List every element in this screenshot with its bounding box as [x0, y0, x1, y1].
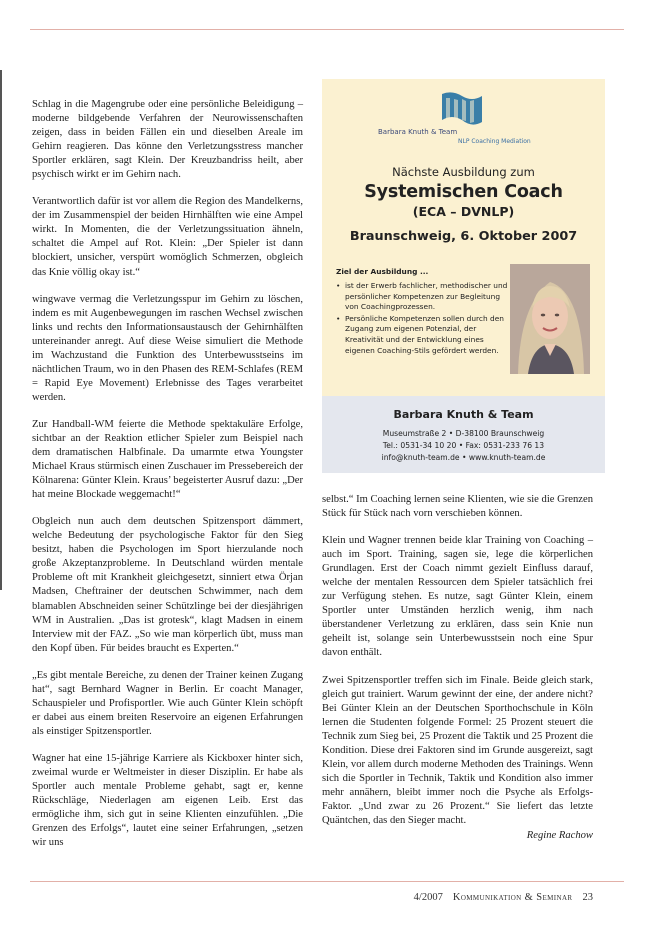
knuth-team-logo-icon [440, 90, 484, 126]
page-number: 23 [582, 892, 593, 903]
ad-headline-intro: Nächste Ausbildung zum [392, 165, 535, 179]
paragraph: Klein und Wagner trennen beide klar Training von Coaching – auch im Sport. Training, sagen sie, lege die körperlichen Grundlagen. Erst der Coach nimmt gezielt Einfluss darauf, welche der mentalen Ressourcen dem Spieler tatsächlich frei zur Verfügung stehen. Es nutze, sagt Günter Klein, einem Sportler unter Umständen herzlich wenig, ihm nach überstandener Verletzung zu erklären, dass sein Knie nun geheilt ist, solange sein Unterbewusstsein noch eine Spur davon enthält. [322, 535, 593, 659]
paragraph: wingwave vermag die Verletzungsspur im Gehirn zu löschen, indem es mit Augenbewegungen im raschen Wechsel zwischen links und rechts den Informationsaustausch der Gehirnhälften untereinander anregt. Auf diese Weise simuliert die Methode im Wachzustand die Funktion des Unterbewusstseins im nächtlichen Traum, wo in den Phasen des REM-Schlafes (REM = Rapid Eye Movement) Erlebnisse des Tages verarbeitet werden. [32, 293, 303, 403]
paragraph: Zwei Spitzensportler treffen sich im Finale. Beide gleich stark, gleich gut trainiert. Warum gewinnt der eine, der andere nicht? Bei Günter Klein an der Deutschen Sporthochschule in Köln lernen die Studenten folgende Formel: 25 Prozent steuert die Technik zum Sieg bei, 25 Prozent die Taktik und 25 Prozent die Kondition. Diese drei Faktoren sind im Grunde ausgereizt, sagt Klein, vor allem durch moderne Methoden des Trainings. Wenn sich die Sportler in Technik, Taktik und Kondition also immer mehr annähern, bleibt immer noch die Psyche als Erfolgs-Faktor. „Und zwar zu 26 Prozent.“ Sie liefert das letzte Quäntchen, das den Sieger macht. [322, 674, 593, 826]
paragraph: Obgleich nun auch dem deutschen Spitzensport dämmert, welche Bedeutung der psychologische Faktor für den Sieg besitzt, haben die Psychologen im Sport hierzulande noch große Akzeptanzprobleme. In Deutschland würden mentale Probleme oft mit Krankheit gleichgesetzt, sinniert etwa Örjan Madsen, Cheftrainer der deutschen Schwimmer, nach dem blamablen Abschneiden seiner Schützlinge bei der diesjährigen WM in Australien. „Das ist grotesk“, klagt Madsen in einem Interview mit der FAZ. „So wie man körperlich übt, muss man den Kopf üben. Für beides braucht es Experten.“ [32, 516, 303, 654]
ad-headline-title: Systemischen Coach [364, 182, 563, 202]
article-column-left [32, 98, 303, 863]
paragraph: Schlag in die Magengrube oder eine persönliche Beleidigung – moderne bildgebende Verfahren der Neurowissenschaften zeigen, dass in beiden Fällen ein und dieselben Areale im Gehirn reagieren. Das könne den Verletzungsstress mancher Sportler erklären, sagt Klein. Der Kreuzbandriss heilt, aber psychisch wirkt er im Gehirn nach. [32, 99, 303, 181]
advertisement-box [322, 79, 605, 473]
ad-headline-date: Braunschweig, 6. Oktober 2007 [349, 229, 578, 244]
ad-phone-fax: Tel.: 0531-34 10 20 • Fax: 0531-233 76 13 [382, 441, 545, 450]
paragraph: Wagner hat eine 15-jährige Karriere als Kickboxer hinter sich, zweimal wurde er Weltmeister in dieser Disziplin. Er habe als Sportler auch mentale Probleme gehabt, sagt er, kenne Rückschläge, Niederlagen am eigenen Leib. Erst das ermögliche ihm, sich gut in seine Klienten einzufühlen. „Die Grenzen des Erfolgs“, lautet eine seiner Erfahrungen, „setzen wir uns [32, 752, 303, 849]
author-signature: Regine Rachow [526, 830, 593, 842]
paragraph: „Es gibt mentale Bereiche, zu denen der Trainer keinen Zugang hat“, sagt Bernhard Wagner in Berlin. Er coacht Manager, Schauspieler und Profisportler. Wie auch Günter Klein schöpft er dabei aus einem breiten Reservoire an eigenen Erfahrungen als einstiger Spitzensportler. [32, 669, 303, 737]
page-edge-mark [0, 70, 2, 590]
list-item: • ist der Erwerb fachlicher, methodischer und persönlicher Kompetenzen zur Begleitung von Coachingprozessen. [336, 281, 510, 313]
list-item: • Persönliche Kompetenzen sollen durch den Zugang zum eigenen Potenzial, der Kreativität und der Entwicklung eines eigenen Coaching-Stils gefördert werden. [336, 314, 510, 356]
article-column-right [322, 493, 593, 843]
bottom-rule [30, 881, 624, 882]
ad-goal-title: Ziel der Ausbildung ... [336, 267, 429, 276]
ad-brand: Barbara Knuth & Team [378, 128, 458, 136]
paragraph: Zur Handball-WM feierte die Methode spektakuläre Erfolge, sichtbar an der Reaktion etlicher Spieler zum Beispiel nach dem dramatischen Halbfinale. Da umarmte etwa Youngster Michael Kraus stürmisch einen Zuschauer im Pressebereich der Kölnarena: Günter Klein. Kraus’ begeisterter Ausruf dazu: „Der hat meine Blockade weggemacht!“ [32, 418, 304, 501]
page-footer [414, 892, 593, 903]
ad-contact-name: Barbara Knuth & Team [393, 408, 534, 421]
ad-goal-list [336, 281, 510, 357]
magazine-name: Kommunikation & Seminar [452, 892, 573, 903]
ad-address: Museumstraße 2 • D-38100 Braunschweig [382, 429, 545, 438]
ad-brand-tagline: NLP Coaching Mediation [458, 138, 531, 145]
top-rule [30, 29, 624, 30]
ad-headline-subtitle: (ECA – DVNLP) [412, 204, 515, 219]
portrait-photo [510, 264, 590, 374]
paragraph: selbst.“ Im Coaching lernen seine Klienten, wie sie die Grenzen Stück für Stück nach vorn verschieben können. [322, 494, 593, 520]
issue-number: 4/2007 [413, 892, 443, 903]
ad-contact-section [322, 396, 605, 473]
ad-email-web: info@knuth-team.de • www.knuth-team.de [381, 453, 546, 462]
paragraph: Verantwortlich dafür ist vor allem die Region des Mandelkerns, der im Zusammenspiel der beiden Hirnhälften wie eine Ampel wirkt. In Momenten, die der Verletzungssituation ähneln, schaltet die Ampel auf Rot. Klein: „Der Spieler ist dann blockiert, unsicher, verspürt womöglich Schmerzen, obgleich das Knie völlig okay ist.“ [32, 196, 303, 278]
